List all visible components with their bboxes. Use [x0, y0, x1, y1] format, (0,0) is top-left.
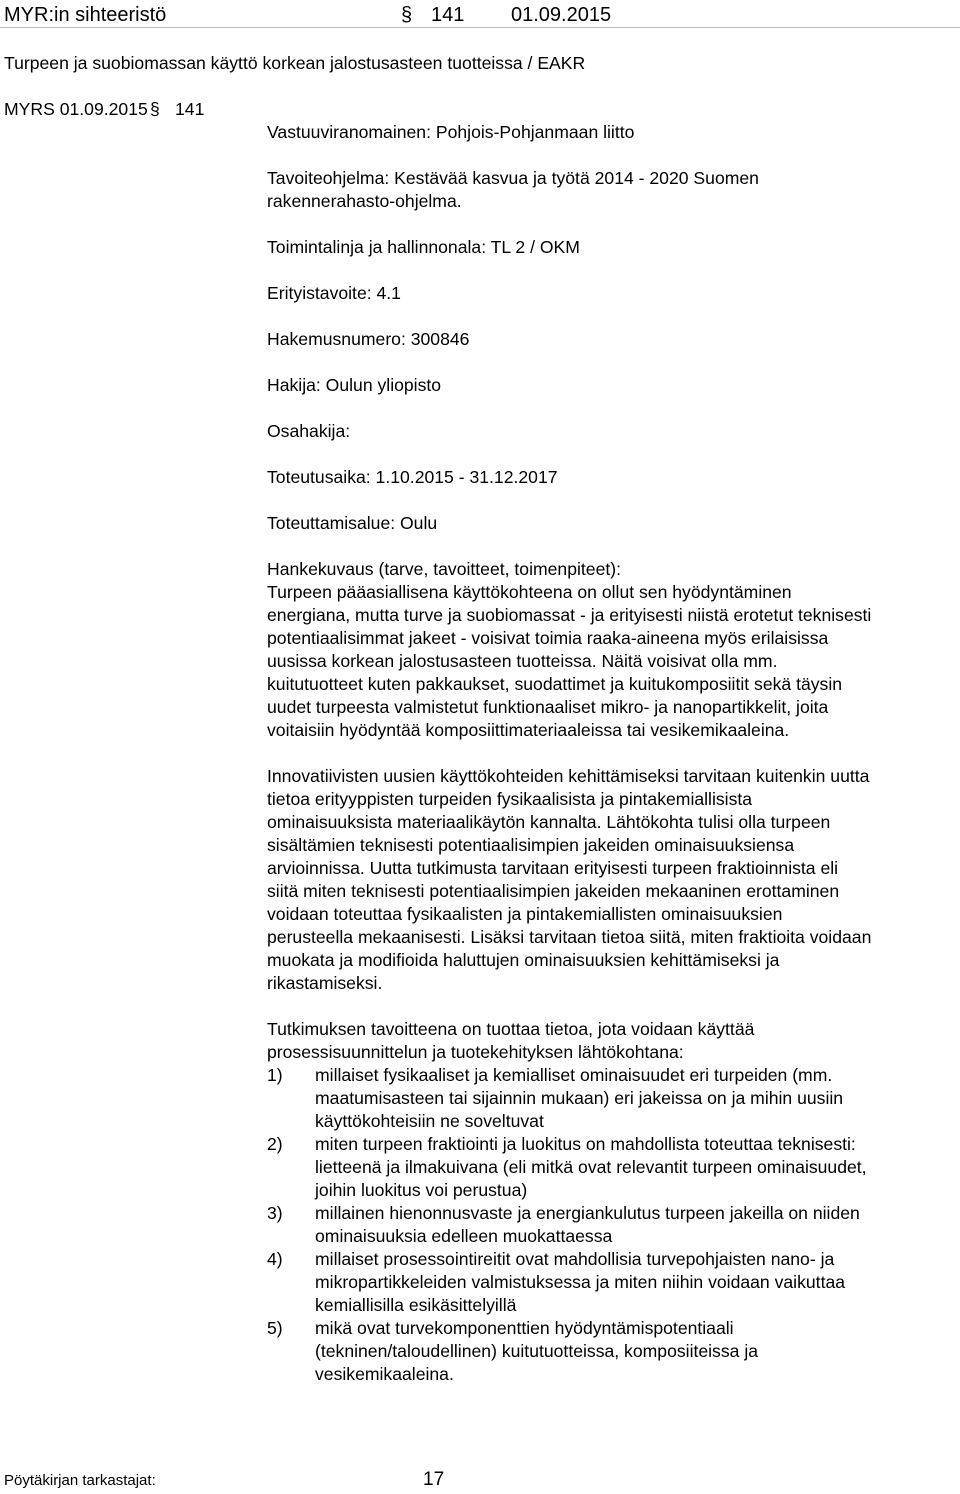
list-item: millaiset fysikaaliset ja kemialliset ominaisuudet eri turpeiden (mm. maatumisasteen tai sijainnin mukaan) eri jakeissa on ja mihin uusiin käyttökohteisiin ne soveltuvat — [315, 1065, 844, 1131]
footer-label: Pöytäkirjan tarkastajat: — [4, 1472, 156, 1489]
section-icon: § — [401, 4, 413, 26]
implementation-area: Toteuttamisalue: Oulu — [267, 513, 438, 533]
list-item: miten turpeen fraktiointi ja luokitus on mahdollista toteuttaa teknisesti: lietteenä ja ilmakuivana (eli mitkä ovat relevantit turpeen ominaisuudet, joihin luokitus voi perustua) — [315, 1134, 867, 1200]
list-item: millaiset prosessointireitit ovat mahdollisia turvepohjaisten nano- ja mikropartikkeleiden valmistuksessa ja miten niihin voidaan vaikuttaa kemiallisilla esikäsittelyillä — [315, 1249, 846, 1315]
header-title: MYR:in sihteeristö — [4, 4, 167, 26]
co-applicant: Osahakija: — [267, 421, 351, 441]
application-number: Hakemusnumero: 300846 — [267, 329, 470, 349]
list-number: 3) — [267, 1203, 283, 1223]
list-number: 1) — [267, 1065, 283, 1085]
section-icon: § — [150, 99, 160, 119]
specific-objective: Erityistavoite: 4.1 — [267, 283, 401, 303]
header-date: 01.09.2015 — [511, 4, 612, 26]
list-number: 5) — [267, 1318, 283, 1338]
responsible-authority: Vastuuviranomainen: Pohjois-Pohjanmaan liitto — [267, 122, 635, 142]
reference-section-number: 141 — [175, 99, 205, 119]
research-aim: Tutkimuksen tavoitteena on tuottaa tietoa, jota voidaan käyttää prosessisuunnittelun ja tuotekehityksen lähtökohtana: — [267, 1019, 755, 1062]
header-section-number: 141 — [431, 4, 465, 26]
list-number: 4) — [267, 1249, 283, 1269]
document-heading: Turpeen ja suobiomassan käyttö korkean jalostusasteen tuotteissa / EAKR — [4, 53, 586, 73]
header-divider — [0, 27, 960, 28]
project-description: Hankekuvaus (tarve, tavoitteet, toimenpiteet): Turpeen pääasiallisena käyttökohteena on ollut sen hyödyntäminen energiana, mutta turve ja suobiomassat - ja erityisesti niistä erotetut teknisesti potentiaalisimmat jakeet - voisivat toimia raaka-aineena myös erilaisissa uusissa korkean jalostusasteen tuotteissa. Näitä voisivat olla mm. kuitutuotteet kuten pakkaukset, suodattimet ja kuitukomposiitit sekä täysin uudet turpeesta valmistetut funktionaaliset mikro- ja nanopartikkelit, joita voitaisiin hyödyntää komposiittimateriaaleissa tai vesikemikaaleina. — [267, 559, 872, 740]
list-item: millainen hienonnusvaste ja energiankulutus turpeen jakeilla on niiden ominaisuuksia edelleen muokattaessa — [315, 1203, 860, 1246]
policy-line: Toimintalinja ja hallinnonala: TL 2 / OKM — [267, 237, 580, 257]
innovation-paragraph: Innovatiivisten uusien käyttökohteiden kehittämiseksi tarvitaan kuitenkin uutta tietoa erityyppisten turpeiden fysikaalisista ja pintakemiallisista ominaisuuksista materiaalikäytön kannalta. Lähtökohta tulisi olla turpeen sisältämien teknisesti potentiaalisimpien jakeiden ominaisuuksiensa arvioinnissa. Uutta tutkimusta tarvitaan erityisesti turpeen fraktioinnista eli siitä miten teknisesti potentiaalisimpien jakeiden mekaaninen erottaminen voidaan toteuttaa fysikaalisten ja pintakemiallisten ominaisuuksien perusteella mekaanisesti. Lisäksi tarvitaan tietoa siitä, miten fraktioita voidaan muokata ja modifioida haluttujen ominaisuuksien kehittämiseksi ja rikastamiseksi. — [267, 766, 872, 993]
reference-label: MYRS 01.09.2015 — [4, 99, 148, 119]
list-item: mikä ovat turvekomponenttien hyödyntämispotentiaali (tekninen/taloudellinen) kuitutuotteissa, komposiiteissa ja vesikemikaaleina. — [315, 1318, 759, 1384]
programme: Tavoiteohjelma: Kestävää kasvua ja työtä 2014 - 2020 Suomen rakennerahasto-ohjelma. — [267, 168, 759, 211]
list-number: 2) — [267, 1134, 283, 1154]
page-number: 17 — [423, 1469, 445, 1490]
applicant: Hakija: Oulun yliopisto — [267, 375, 442, 395]
implementation-period: Toteutusaika: 1.10.2015 - 31.12.2017 — [267, 467, 558, 487]
